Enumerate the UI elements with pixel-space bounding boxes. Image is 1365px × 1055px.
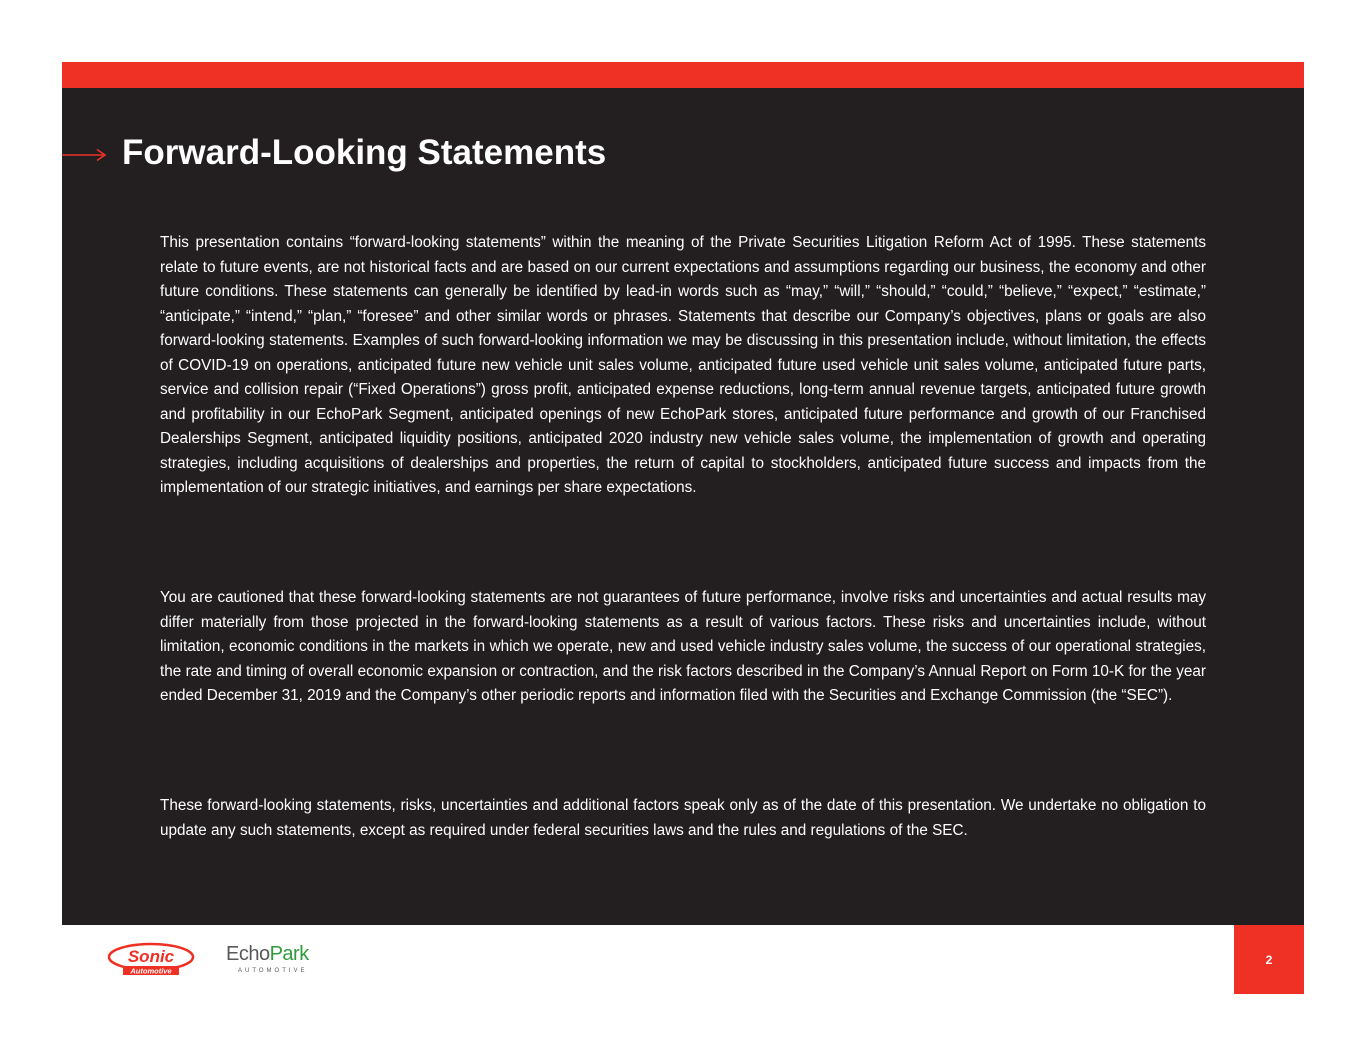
echopark-automotive-logo: EchoPark AUTOMOTIVE <box>226 943 309 974</box>
page-number: 2 <box>1265 952 1273 967</box>
footer <box>62 925 1304 994</box>
content-panel <box>62 88 1304 925</box>
arrow-right-icon <box>62 148 108 162</box>
svg-text:Sonic: Sonic <box>127 947 175 966</box>
top-accent-bar <box>62 62 1304 88</box>
page-number-badge <box>1234 925 1304 994</box>
page-title: Forward-Looking Statements <box>122 133 607 172</box>
sonic-automotive-logo <box>107 941 195 977</box>
paragraph-caution: You are cautioned that these forward-looking statements are not guarantees of future performance, involve risks and uncertainties and actual results may differ materially from those projected in the forward-looking statements as a result of various factors. These risks and uncertainties include, without limitation, economic conditions in the markets in which we operate, new and used vehicle industry sales volume, the success of our operational strategies, the rate and timing of overall economic expansion or contraction, and the risk factors described in the Company’s Annual Report on Form 10-K for the year ended December 31, 2019 and the Company’s other periodic reports and information filed with the Securities and Exchange Commission (the “SEC”). <box>160 589 1206 704</box>
paragraph-definition: This presentation contains “forward-looking statements” within the meaning of the Private Securities Litigation Reform Act of 1995. These statements relate to future events, are not historical facts and are based on our current expectations and assumptions regarding our business, the economy and other future conditions. These statements can generally be identified by lead-in words such as “may,” “will,” “should,” “could,” “believe,” “expect,” “estimate,” “anticipate,” “intend,” “plan,” “foresee” and other similar words or phrases. Statements that describe our Company’s objectives, plans or goals are also forward-looking statements. Examples of such forward-looking information we may be discussing in this presentation include, without limitation, the effects of COVID-19 on operations, anticipated future new vehicle unit sales volume, anticipated future used vehicle unit sales volume, anticipated future parts, service and collision repair (“Fixed Operations”) gross profit, anticipated expense reductions, long-term annual revenue targets, anticipated future growth and profitability in our EchoPark Segment, anticipated openings of new EchoPark stores, anticipated future performance and growth of our Franchised Dealerships Segment, anticipated liquidity positions, anticipated 2020 industry new vehicle sales volume, the implementation of growth and operating strategies, including acquisitions of dealerships and properties, the return of capital to stockholders, anticipated future success and impacts from the implementation of our strategic initiatives, and earnings per share expectations. <box>160 234 1206 496</box>
paragraph-no-obligation: These forward-looking statements, risks, uncertainties and additional factors speak only as of the date of this presentation. We undertake no obligation to update any such statements, except as required under federal securities laws and the rules and regulations of the SEC. <box>160 797 1206 839</box>
svg-text:Automotive: Automotive <box>130 966 172 976</box>
slide <box>62 62 1304 994</box>
